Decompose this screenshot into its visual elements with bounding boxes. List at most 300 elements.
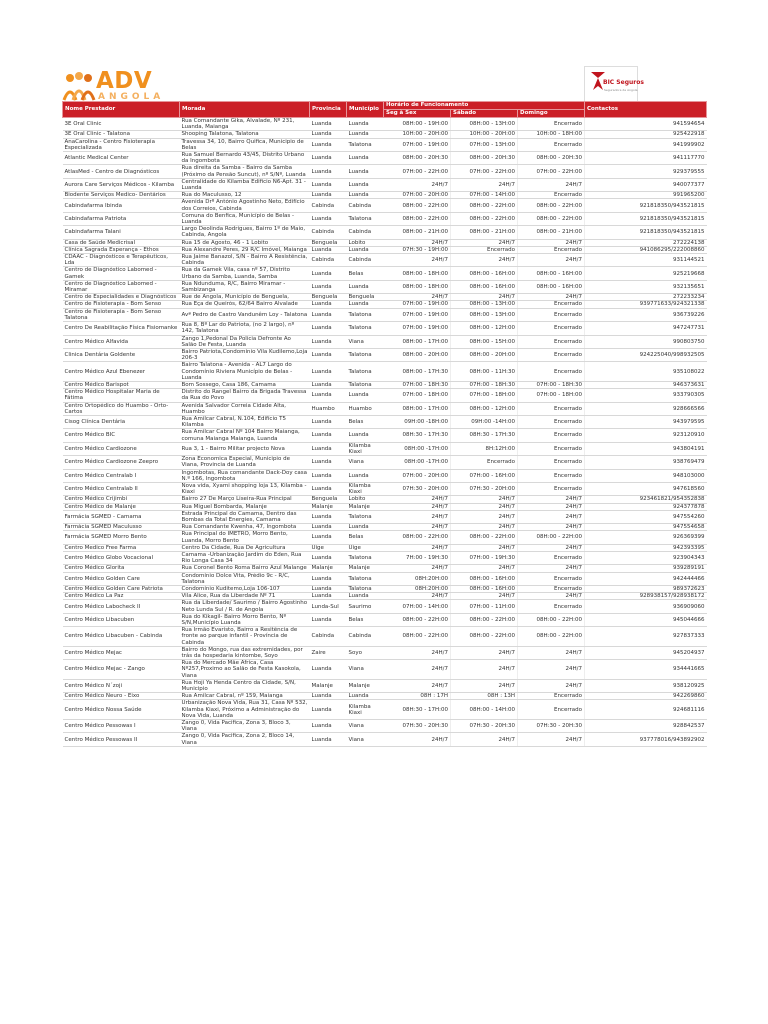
cell-seg: 08H:00 - 22H:00 [384,531,451,544]
cell-municipio: Talatona [347,322,384,335]
cell-nome: Centro Médico Cardiozone [63,442,180,455]
cell-municipio: Luanda [347,165,384,178]
cell-seg: 08H:00 - 19H:00 [384,118,451,131]
cell-seg: 07H:00 - 20H:00 [384,469,451,482]
header-contactos: Contactos [585,102,707,118]
cell-contactos: 924377878 [585,503,707,510]
table-row [63,348,707,361]
cell-sab: 08H:00 - 13H:00 [451,301,518,308]
cell-seg: 07H:30 - 20H:30 [384,720,451,733]
cell-nome: Centro Médico Libacuben - Cabinda [63,627,180,647]
cell-municipio: Talatona [347,552,384,565]
cell-seg: 24H/7 [384,294,451,301]
cell-morada: Rua 15 de Agosto, 46 - 1 Lobito [180,239,310,246]
cell-municipio: Luanda [347,152,384,165]
table-row [63,469,707,482]
cell-contactos: 947618560 [585,482,707,495]
cell-contactos: 933790305 [585,389,707,402]
cell-dom: Encerrado [518,138,585,151]
cell-dom: Encerrado [518,362,585,382]
cell-contactos: 940077377 [585,178,707,191]
cell-provincia: Luanda [310,700,347,720]
cell-seg: 08H:20H:00 [384,572,451,585]
cell-provincia: Luanda [310,613,347,626]
cell-morada: Bairro Patriota,Condomínio Vila Kudilemo,Loja 206-3 [180,348,310,361]
table-row [63,429,707,442]
cell-provincia: Luanda [310,322,347,335]
cell-provincia: Luanda [310,429,347,442]
cell-provincia: Huambo [310,402,347,415]
cell-contactos: 947554658 [585,524,707,531]
table-body [63,118,707,747]
cell-sab: 24H/7 [451,524,518,531]
cell-provincia: Luanda [310,165,347,178]
cell-dom: 10H:00 - 18H:00 [518,131,585,138]
cell-sab: 08H:00 - 22H:00 [451,627,518,647]
cell-municipio: Luanda [347,389,384,402]
cell-morada: Rua Hoji Ya Henda Centro da Cidade, S/N, Municipio [180,679,310,692]
cell-provincia: Luanda [310,335,347,348]
cell-morada: Rua Irmão Evaristo, Bairro a Resitência de fronte ao parque infantil - Província de Cabinda [180,627,310,647]
cell-dom: Encerrado [518,552,585,565]
table-row [63,733,707,746]
cell-provincia: Zaire [310,646,347,659]
table-row [63,178,707,191]
cell-municipio: Talatona [347,510,384,523]
table-row [63,138,707,151]
cell-dom: 24H/7 [518,524,585,531]
table-row [63,593,707,600]
cell-provincia: Luanda [310,482,347,495]
cell-seg: 08H:00 - 21H:00 [384,226,451,239]
cell-sab: 07H:00 - 13H:00 [451,138,518,151]
cell-seg: 08H : 17H [384,693,451,700]
cell-municipio: Huambo [347,402,384,415]
cell-contactos: 928842537 [585,720,707,733]
cell-contactos: 989372623 [585,586,707,593]
cell-dom: Encerrado [518,429,585,442]
cell-dom: Encerrado [518,192,585,199]
cell-sab: 08H:00 - 11H:30 [451,362,518,382]
table-row [63,301,707,308]
table-row [63,482,707,495]
table-row [63,308,707,321]
cell-municipio: Talatona [347,586,384,593]
cell-nome: Cabindafarma Ibinda [63,199,180,212]
cell-morada: Centralidade do Kilamba Edificio N6-Apt. 31 - Luanda [180,178,310,191]
cell-nome: Biodente Serviços Medico- Dentários [63,192,180,199]
cell-nome: Centro Médico Alfavida [63,335,180,348]
cell-municipio: Talatona [347,572,384,585]
cell-contactos: 923461821/954352838 [585,496,707,503]
cell-dom: 24H/7 [518,646,585,659]
cell-seg: 10H:00 - 20H:00 [384,131,451,138]
cell-dom: Encerrado [518,118,585,131]
cell-sab: 07H:00 - 18H:30 [451,381,518,388]
cell-provincia: Luanda [310,308,347,321]
cell-contactos: 946373631 [585,381,707,388]
cell-municipio: Belas [347,267,384,280]
logo-brand-text: ADV [96,68,153,94]
cell-provincia: Luanda [310,593,347,600]
cell-dom: Encerrado [518,693,585,700]
cell-contactos: 272224138 [585,239,707,246]
cell-dom: Encerrado [518,308,585,321]
cell-provincia: Luanda [310,301,347,308]
cell-dom: 08H:00 - 22H:00 [518,613,585,626]
table-row [63,700,707,720]
people-logo-icon [62,72,96,102]
cell-municipio: Malanje [347,565,384,572]
table-row [63,402,707,415]
cell-municipio: Talatona [347,348,384,361]
cell-nome: Clínica Sagrada Esperança - Ethos [63,246,180,253]
cell-provincia: Luanda [310,178,347,191]
cell-morada: Rua 8, Bº Lar do Patriota, (no 2 largo), nº 142, Talatona [180,322,310,335]
cell-contactos: 942393395 [585,544,707,551]
cell-contactos: 937778016/943892902 [585,733,707,746]
cell-seg: 07H:00 - 20H:00 [384,192,451,199]
cell-nome: Casa de Saúde Medicrisal [63,239,180,246]
table-row [63,646,707,659]
cell-contactos: 272233234 [585,294,707,301]
cell-provincia: Luanda [310,381,347,388]
cell-provincia: Luanda [310,531,347,544]
cell-nome: Centro Médico Pessowas I [63,720,180,733]
cell-municipio: Talatona [347,381,384,388]
cell-municipio: Luanda [347,693,384,700]
cell-nome: Centro Ortopédico do Huambo - Orto-Cartos [63,402,180,415]
cell-nome: Centro Médico Golden Care [63,572,180,585]
table-row [63,267,707,280]
cell-seg: 24H/7 [384,660,451,680]
cell-sab: 08H:00 - 12H:00 [451,402,518,415]
cell-morada: Rua Jaime Banazol, S/N - Bairro A Resistência, Cabinda [180,254,310,267]
cell-dom: 24H/7 [518,679,585,692]
cell-morada: Rua do Mercado Mãe Africa, Casa Nº257,Proximo ao Salão de Festa Kasokola, Viana [180,660,310,680]
cell-seg: 07H:00 - 19H:00 [384,138,451,151]
cell-contactos: 928666566 [585,402,707,415]
cell-morada: Largo Deolinda Rodrigues, Bairro 1º de Maio, Cabinda, Angola [180,226,310,239]
cell-provincia: Luanda [310,693,347,700]
cell-contactos: 943979595 [585,415,707,428]
cell-nome: Centro Médico Azul Ebenezer [63,362,180,382]
cell-provincia: Cabinda [310,199,347,212]
cell-provincia: Luanda [310,660,347,680]
cell-seg: 24H/7 [384,593,451,600]
table-row [63,152,707,165]
cell-morada: Rua Miguel Bombarda, Malanje [180,503,310,510]
cell-provincia: Cabinda [310,226,347,239]
header-nome: Nome Prestador [63,102,180,118]
cell-provincia: Malanje [310,565,347,572]
cell-morada: Avenida Salvador Correia Cidade Alta, Huambo [180,402,310,415]
cell-municipio: Luanda [347,429,384,442]
cell-seg: 08H:00 - 17H:00 [384,402,451,415]
cell-municipio: Luanda [347,192,384,199]
cell-provincia: Luanda [310,212,347,225]
cell-seg: 24H/7 [384,503,451,510]
cell-sab: 24H/7 [451,544,518,551]
cell-contactos: 943804191 [585,442,707,455]
cell-morada: Zango 0, Vida Pacifica, Zona 2, Bloco 14, Viana [180,733,310,746]
cell-nome: Centro de Diagnóstico Labomed - Gamek [63,267,180,280]
cell-nome: Centro Médico Hospitalar Maria de Fátima [63,389,180,402]
cell-morada: Bairro Talatona - Avenida - AL7 Largo do Condomínio Riviera Município de Belas - Luanda [180,362,310,382]
cell-seg: 08H:00 -17H:00 [384,442,451,455]
cell-municipio: Belas [347,415,384,428]
cell-morada: Bairro do Mongo, rua das extremidades, por trás da hospedaria kintombe, Soyo [180,646,310,659]
header-horario: Horário de Funcionamento [384,102,585,110]
cell-provincia: Luanda [310,415,347,428]
cell-sab: 08H:00 - 22H:00 [451,199,518,212]
table-row [63,531,707,544]
table-row [63,280,707,293]
cell-nome: AtlasMed - Centro de Diagnósticos [63,165,180,178]
cell-seg: 07H:00 - 14H:00 [384,600,451,613]
cell-contactos: 991965200 [585,192,707,199]
cell-morada: Rua da Liberdade/ Saurimo / Bairro Agostinho Neto Lunda Sul / R. de Angola [180,600,310,613]
cell-municipio: Viana [347,660,384,680]
cell-sab: 8H:12H:00 [451,442,518,455]
cell-seg: 08H:00 - 22H:00 [384,613,451,626]
cell-dom: 24H/7 [518,254,585,267]
cell-sab: 09H:00 -14H:00 [451,415,518,428]
cell-contactos: 990803750 [585,335,707,348]
cell-dom: 08H:00 - 22H:00 [518,627,585,647]
cell-sab: 07H:00 - 18H:00 [451,389,518,402]
cell-seg: 08H:30 - 17H:30 [384,429,451,442]
cell-contactos: 924681116 [585,700,707,720]
cell-dom: 07H:00 - 18H:00 [518,389,585,402]
header-morada: Morada [180,102,310,118]
cell-sab: 24H/7 [451,254,518,267]
cell-nome: Centro Médico Pessowas II [63,733,180,746]
cell-seg: 24H/7 [384,524,451,531]
logo-sub-text: ANGOLA [98,92,165,102]
cell-dom: 08H:00 - 22H:00 [518,199,585,212]
cell-morada: Rua Amilcar Cabral, nº 159, Maianga [180,693,310,700]
cell-nome: Centro Médico BIC [63,429,180,442]
table-row [63,199,707,212]
cell-contactos: 929379555 [585,165,707,178]
bic-tagline: Seguradora de Angola [604,88,638,92]
cell-dom: Encerrado [518,469,585,482]
cell-nome: Aurora Care Serviços Médicos - Kilamba [63,178,180,191]
cell-morada: Estrada Principal do Camama, Dentro das Bombas da Total Energies, Camama [180,510,310,523]
cell-municipio: Talatona [347,138,384,151]
cell-contactos: 926369399 [585,531,707,544]
table-row [63,693,707,700]
cell-nome: Clinica Dentária Goldente [63,348,180,361]
header-seg: Seg à Sex [384,110,451,118]
cell-nome: CDAAC - Diagnósticos e Terapêuticos, Lda [63,254,180,267]
cell-dom: Encerrado [518,246,585,253]
cell-sab: 08H:00 - 13H:00 [451,308,518,321]
cell-morada: Rua Eça de Queirós, 62/64 Bairro Alvalade [180,301,310,308]
cell-contactos: 938769479 [585,456,707,469]
table-row [63,565,707,572]
cell-provincia: Luanda [310,348,347,361]
cell-morada: Zango 1,Pedonal Da Policia Defronte Ao Salão De Festa, Luanda [180,335,310,348]
cell-nome: Centro De Reabilitação Física Fisiomanke [63,322,180,335]
cell-nome: Centro de Diagnóstico Labomed - Miramar [63,280,180,293]
cell-morada: Condomínio Dolce Vita, Prédio 9c - R/C, Talatona [180,572,310,585]
cell-municipio: Talatona [347,212,384,225]
cell-morada: Bairro 27 De Março Liseira-Rua Principal [180,496,310,503]
cell-municipio: Saurimo [347,600,384,613]
cell-provincia: Luanda [310,469,347,482]
cell-seg: 08H:00 - 20H:00 [384,348,451,361]
cell-dom: 24H/7 [518,294,585,301]
cell-morada: Zango 0, Vida Pacifica, Zona 3, Bloco 3, Viana [180,720,310,733]
table-row [63,294,707,301]
cell-nome: Centro Médico Centralab I [63,469,180,482]
cell-sab: 24H/7 [451,294,518,301]
cell-sab: 24H/7 [451,660,518,680]
cell-nome: Centro Médico Libacuben [63,613,180,626]
cell-provincia: Malanje [310,503,347,510]
cell-nome: Centro de Fisioterapia - Bom Senso [63,301,180,308]
cell-sab: 24H/7 [451,565,518,572]
cell-nome: Cabindafarma Patriota [63,212,180,225]
cell-seg: 08H:00 - 17H:00 [384,335,451,348]
cell-seg: 24H/7 [384,679,451,692]
cell-nome: Cisog Clínica Dentária [63,415,180,428]
table-row [63,496,707,503]
cell-morada: Rua Amilcar Cabral Nº 104 Bairro Maianga, comuna Maianga Maianga, Luanda [180,429,310,442]
cell-municipio: Cabinda [347,199,384,212]
cell-morada: Avenida Drº António Agostinho Neto, Edifício dos Correios, Cabinda [180,199,310,212]
cell-seg: 07H:00 - 19H:00 [384,308,451,321]
cell-morada: Bom Sossego, Casa 186, Camama [180,381,310,388]
cell-sab: 08H:00 - 12H:00 [451,322,518,335]
cell-seg: 08H:00 - 20H:30 [384,152,451,165]
cell-municipio: Luanda [347,301,384,308]
table-row [63,165,707,178]
cell-morada: Rua Ndunduma, R/C, Bairro Miramar - Sambizanga [180,280,310,293]
cell-provincia: Luanda [310,389,347,402]
cell-morada: Rua Samuel Bernardo 43/45, Distrito Urbano da Ingombota [180,152,310,165]
cell-seg: 07H:00 - 19H:00 [384,322,451,335]
cell-sab: 08H:00 - 20H:30 [451,152,518,165]
cell-contactos: 928938157/928938172 [585,593,707,600]
cell-nome: Centro Médico Mejac - Zango [63,660,180,680]
cell-contactos: 942444466 [585,572,707,585]
cell-seg: 08H:00 - 17H:30 [384,362,451,382]
cell-municipio: Viana [347,733,384,746]
cell-municipio: Viana [347,335,384,348]
cell-contactos: 945204937 [585,646,707,659]
cell-seg: 7H:00 - 19H:30 [384,552,451,565]
cell-seg: 24H/7 [384,733,451,746]
cell-morada: Rua direita da Samba - Bairro da Samba (Próximo da Pensão Suncut), nº S/Nº, Luanda [180,165,310,178]
cell-seg: 09H:00 -18H:00 [384,415,451,428]
table-row [63,572,707,585]
cell-sab: 24H/7 [451,496,518,503]
cell-provincia: Luanda [310,131,347,138]
table-row [63,254,707,267]
cell-nome: Centro Medico Free Farma [63,544,180,551]
cell-nome: Centro Médico Cardiozone Zeepro [63,456,180,469]
cell-morada: Comuna do Benfica, Município de Belas - Luanda [180,212,310,225]
table-row [63,456,707,469]
cell-municipio: Luanda [347,178,384,191]
cell-nome: Centro Médico Mejac [63,646,180,659]
cell-nome: Atlantic Medical Center [63,152,180,165]
cell-municipio: Cabinda [347,254,384,267]
cell-dom: 08H:00 - 16H:00 [518,267,585,280]
cell-dom: 24H/7 [518,503,585,510]
cell-morada: Rua Coronel Bento Roma Bairro Azul Malange [180,565,310,572]
cell-nome: Centro de Fisioterapia - Bom Senso Talatona [63,308,180,321]
cell-nome: Centro de Especialidades e Diagnósticos [63,294,180,301]
cell-dom: Encerrado [518,442,585,455]
cell-provincia: Benguela [310,294,347,301]
cell-contactos: 925422918 [585,131,707,138]
cell-provincia: Uíge [310,544,347,551]
cell-municipio: Cabinda [347,226,384,239]
cell-municipio: Lobito [347,496,384,503]
cell-nome: Centro Médico Labocheck II [63,600,180,613]
table-row [63,381,707,388]
table-row [63,118,707,131]
cell-dom: Encerrado [518,586,585,593]
cell-sab: 07H:00 - 16H:00 [451,469,518,482]
table-row [63,131,707,138]
cell-seg: 07H:30 - 20H:00 [384,482,451,495]
table-row [63,246,707,253]
cell-sab: 08H:00 - 15H:00 [451,335,518,348]
cell-dom: 08H:00 - 22H:00 [518,531,585,544]
cell-seg: 08H:00 - 18H:00 [384,267,451,280]
cell-dom: 24H/7 [518,496,585,503]
table-header-row [63,102,707,110]
cell-morada: Zona Economica Especial, Municipio de Viana, Provincia de Luanda [180,456,310,469]
table-row [63,226,707,239]
cell-dom: 24H/7 [518,544,585,551]
cell-dom: 08H:00 - 20H:30 [518,152,585,165]
cell-municipio: Luanda [347,524,384,531]
cell-dom: 07H:00 - 22H:00 [518,165,585,178]
cell-sab: 07H:00 - 19H:30 [451,552,518,565]
cell-nome: Farmácia SGMED - Camama [63,510,180,523]
cell-contactos: 947554260 [585,510,707,523]
cell-nome: Farmácia SGMED Maculusso [63,524,180,531]
cell-contactos: 934441665 [585,660,707,680]
cell-morada: Distrito do Rangel Bairro da Brigada Travessa da Rua do Povo [180,389,310,402]
cell-sab: 08H:00 - 16H:00 [451,572,518,585]
cell-morada: Camama -Urbanização Jardim do Eden, Rua Rio Longa Casa 34 [180,552,310,565]
cell-seg: 08H:00 - 22H:00 [384,212,451,225]
cell-provincia: Cabinda [310,627,347,647]
table-row [63,660,707,680]
cell-contactos: 941999902 [585,138,707,151]
cell-seg: 08H:30 - 17H:00 [384,700,451,720]
cell-sab: Encerrado [451,456,518,469]
cell-municipio: Talatona [347,308,384,321]
cell-municipio: Kilamba Kiaxi [347,700,384,720]
cell-morada: Centro Da Cidade, Rua De Agricultura [180,544,310,551]
cell-contactos: 921818350/943521815 [585,226,707,239]
cell-dom: 08H:00 - 22H:00 [518,212,585,225]
cell-sab: 08H : 13H [451,693,518,700]
cell-nome: Farmácia SGMED Morro Bento [63,531,180,544]
cell-municipio: Talatona [347,362,384,382]
table-row [63,503,707,510]
cell-dom: Encerrado [518,482,585,495]
table-row [63,192,707,199]
